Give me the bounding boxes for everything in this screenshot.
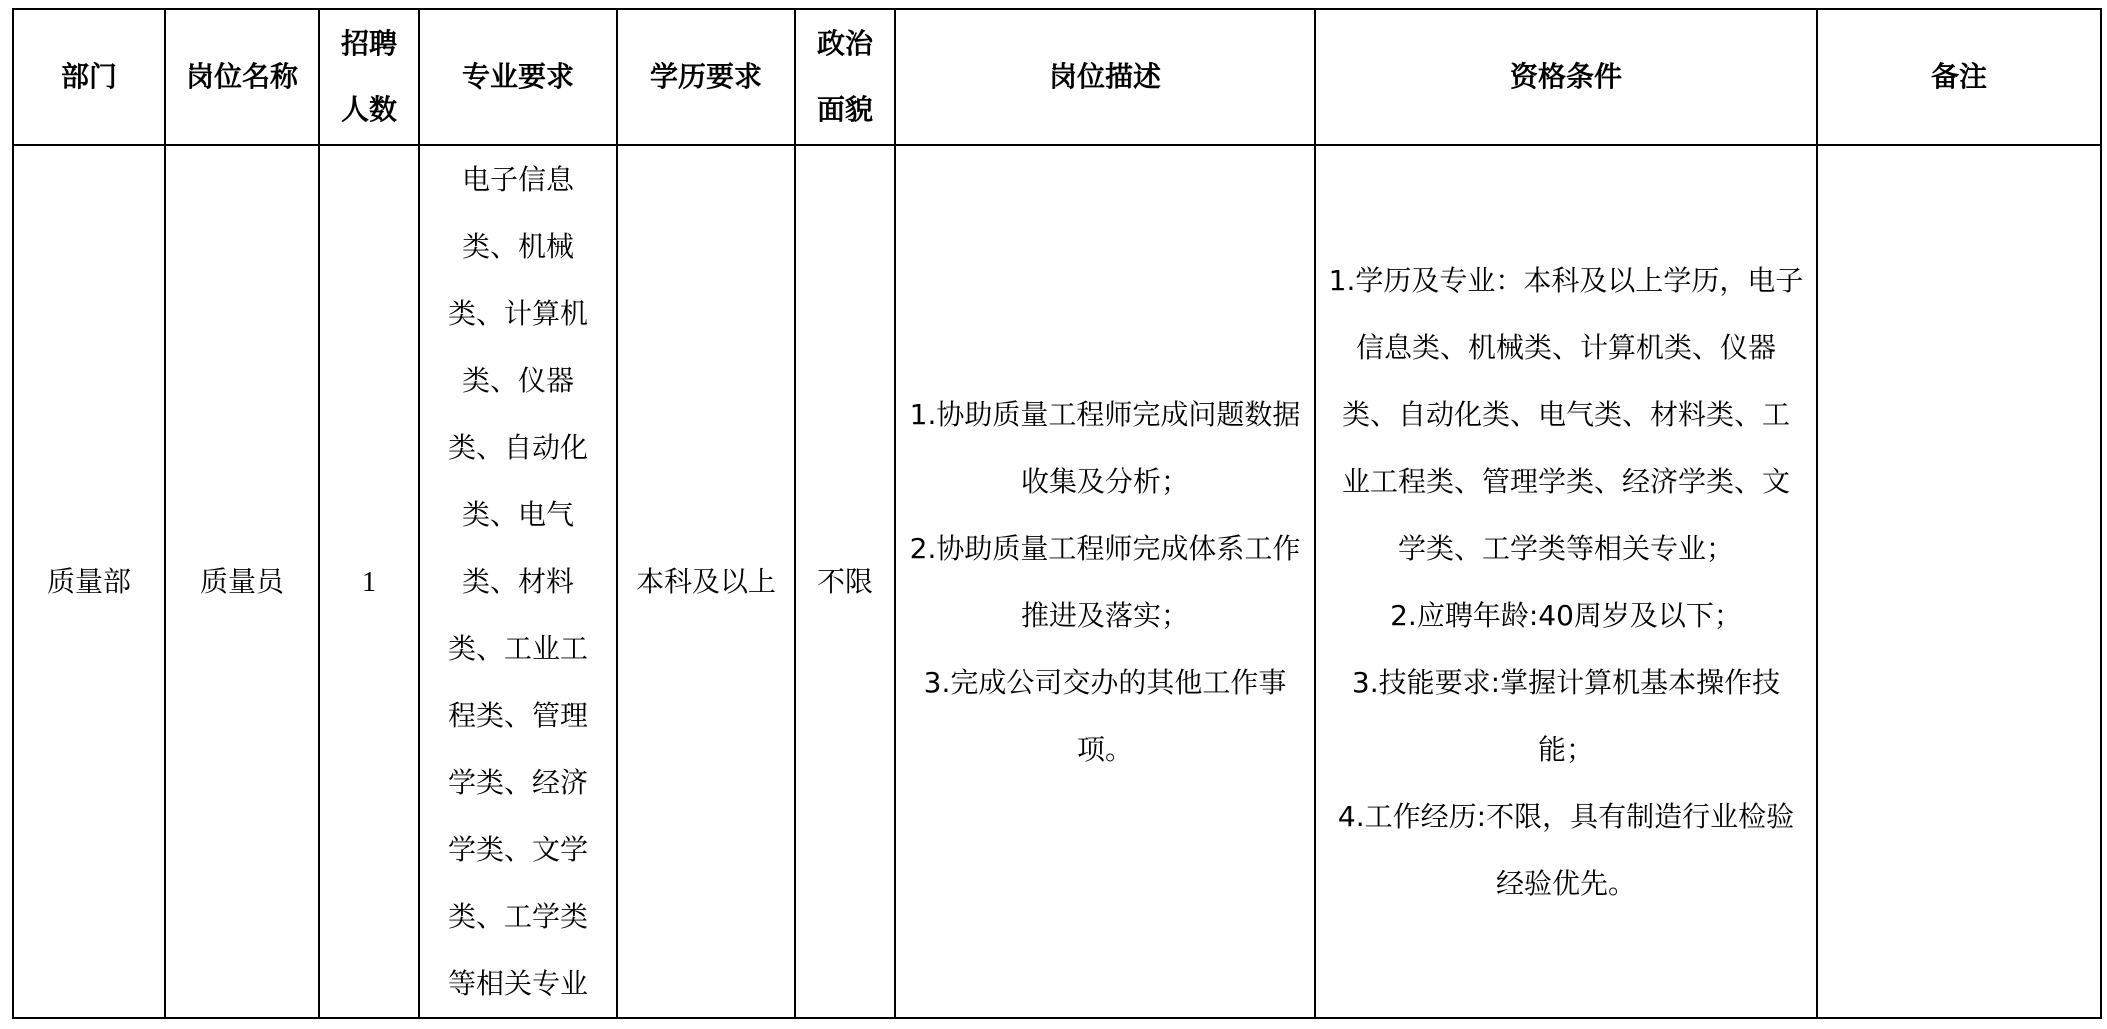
qualification-line: 学类、工学类等相关专业； — [1397, 531, 1734, 565]
major-line: 类、计算机 — [447, 297, 588, 330]
header-political-status: 政治 面貌 — [795, 9, 895, 145]
cell-education-requirement: 本科及以上 — [617, 145, 795, 1018]
description-line: 推进及落实； — [1020, 598, 1189, 632]
header-department: 部门 — [13, 9, 165, 145]
cell-remarks — [1817, 145, 2101, 1018]
qualification-line: 4.工作经历:不限，具有制造行业检验 — [1337, 799, 1795, 833]
major-line: 学类、经济 — [447, 766, 588, 799]
major-line: 等相关专业 — [447, 967, 588, 1000]
qualification-line: 能； — [1537, 732, 1594, 766]
qualification-line: 信息类、机械类、计算机类、仪器 — [1355, 330, 1776, 364]
major-line: 类、工学类 — [447, 900, 588, 933]
description-line: 3.完成公司交办的其他工作事 — [923, 665, 1287, 699]
major-line: 程类、管理 — [447, 699, 588, 732]
major-line: 类、自动化 — [447, 431, 588, 464]
major-line: 类、仪器 — [461, 364, 574, 397]
major-line: 类、机械 — [461, 230, 574, 263]
cell-hiring-count: 1 — [319, 145, 419, 1018]
qualification-line: 2.应聘年龄:40周岁及以下； — [1390, 598, 1742, 632]
major-line: 类、工业工 — [447, 632, 588, 665]
job-posting-table — [12, 8, 2102, 1019]
major-line: 类、电气 — [461, 498, 574, 531]
cell-job-description — [895, 145, 1315, 1018]
cell-political-status: 不限 — [795, 145, 895, 1018]
header-remarks: 备注 — [1817, 9, 2101, 145]
qualification-line: 1.学历及专业：本科及以上学历，电子 — [1328, 263, 1804, 297]
cell-qualifications — [1315, 145, 1817, 1018]
description-line: 2.协助质量工程师完成体系工作 — [909, 531, 1301, 565]
major-line: 电子信息 — [461, 163, 574, 196]
header-hiring-count: 招聘 人数 — [319, 9, 419, 145]
header-job-description: 岗位描述 — [895, 9, 1315, 145]
cell-major-requirement — [419, 145, 617, 1018]
description-line: 项。 — [1076, 732, 1133, 766]
qualification-line: 3.技能要求:掌握计算机基本操作技 — [1351, 665, 1781, 699]
description-line: 1.协助质量工程师完成问题数据 — [909, 397, 1301, 431]
major-line: 类、材料 — [461, 565, 574, 598]
header-education-requirement: 学历要求 — [617, 9, 795, 145]
table-row — [13, 145, 2101, 1018]
qualification-line: 经验优先。 — [1495, 866, 1636, 900]
header-row — [13, 9, 2101, 145]
header-qualifications: 资格条件 — [1315, 9, 1817, 145]
description-line: 收集及分析； — [1020, 464, 1189, 498]
major-line: 学类、文学 — [447, 833, 588, 866]
header-major-requirement: 专业要求 — [419, 9, 617, 145]
qualification-line: 业工程类、管理学类、经济学类、文 — [1341, 464, 1790, 498]
cell-department: 质量部 — [13, 145, 165, 1018]
qualification-line: 类、自动化类、电气类、材料类、工 — [1341, 397, 1790, 431]
header-position-name: 岗位名称 — [165, 9, 319, 145]
cell-position-name: 质量员 — [165, 145, 319, 1018]
